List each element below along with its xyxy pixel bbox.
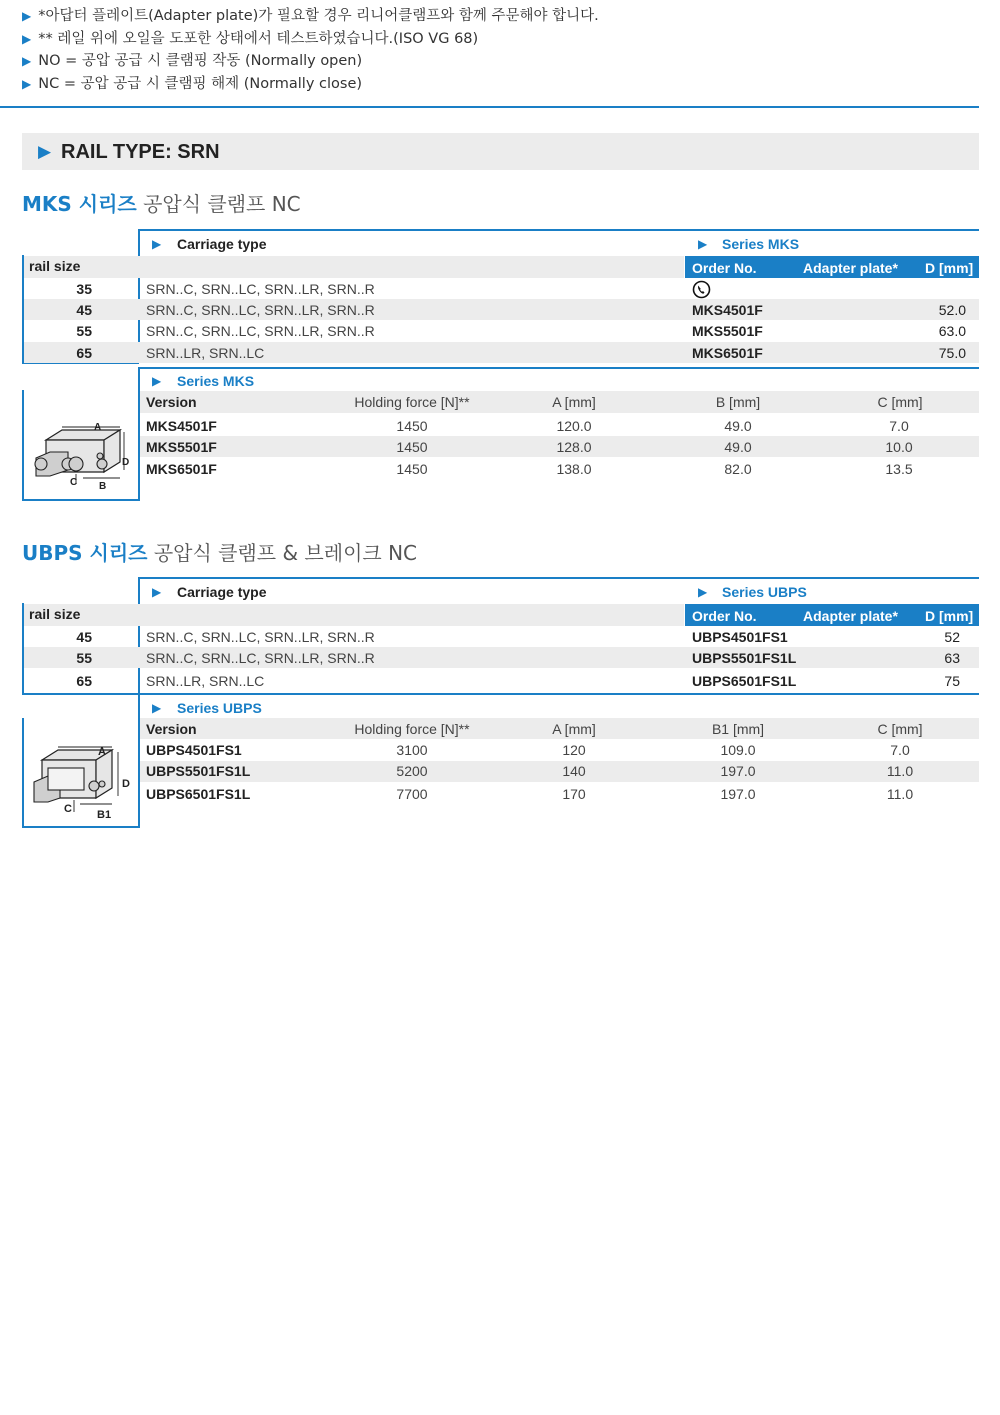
col-b1: B1 [mm] (711, 721, 765, 737)
rail-type-bar (22, 133, 979, 170)
mks-section-title: MKS 시리즈 공압식 클램프 NC (22, 192, 301, 216)
triangle-bullet-icon: ▶ (152, 374, 162, 388)
dimension-label: C (70, 477, 78, 488)
divider (139, 229, 979, 231)
triangle-bullet-icon: ▶ (22, 9, 32, 23)
header-row (24, 604, 684, 626)
note-item: ▶ NC = 공압 공급 시 클램핑 해제 (Normally close) (22, 75, 363, 92)
rail-size-header: rail size (29, 606, 81, 622)
dimension-label: D (122, 457, 130, 468)
col-version: Version (146, 721, 197, 737)
divider (22, 499, 140, 501)
dimension-label: A (98, 746, 106, 758)
header-row (24, 256, 684, 278)
notes-list (22, 5, 599, 95)
divider (139, 367, 979, 369)
spec-series-header: Series MKS (177, 373, 255, 389)
order-no-header: Order No. (692, 608, 757, 624)
triangle-bullet-icon: ▶ (22, 76, 32, 91)
triangle-bullet-icon: ▶ (38, 142, 52, 161)
triangle-bullet-icon: ▶ (698, 237, 708, 251)
dimension-label: B1 (97, 809, 112, 821)
series-header: Series UBPS (722, 584, 807, 600)
divider (0, 106, 979, 108)
ubps-section-title: UBPS 시리즈 공압식 클램프 & 브레이크 NC (22, 541, 417, 565)
divider (139, 577, 979, 579)
divider (138, 577, 140, 694)
divider (22, 693, 979, 695)
triangle-bullet-icon: ▶ (22, 54, 32, 68)
d-header: D [mm] (925, 260, 974, 276)
rail-type-heading: RAIL TYPE: SRN (61, 141, 220, 163)
note-item: ▶ *아답터 플레이트(Adapter plate)가 필요할 경우 리니어클램프와 함께 주문해야 합니다. (22, 8, 599, 24)
divider (22, 826, 140, 828)
dimension-label: B (99, 481, 107, 492)
order-no-header: Order No. (692, 260, 757, 276)
col-a: A [mm] (552, 721, 596, 737)
col-holding-force: Holding force [N]** (354, 721, 470, 737)
series-header: Series MKS (722, 236, 800, 252)
d-header: D [mm] (925, 608, 974, 624)
triangle-bullet-icon: ▶ (698, 585, 708, 599)
col-c: C [mm] (877, 721, 923, 737)
mks-clamp-diagram (28, 418, 136, 493)
ubps-clamp-diagram (28, 740, 136, 822)
divider (22, 718, 24, 827)
dimension-label: D (122, 778, 130, 790)
triangle-bullet-icon: ▶ (152, 701, 162, 715)
dimension-label: A (94, 422, 102, 433)
col-b: B [mm] (715, 394, 761, 410)
note-item: ▶ NO = 공압 공급 시 클램핑 작동 (Normally open) (22, 53, 363, 69)
carriage-type-header: Carriage type (177, 584, 267, 600)
rail-size-header: rail size (29, 258, 81, 274)
divider (138, 367, 140, 501)
triangle-bullet-icon: ▶ (152, 237, 162, 251)
col-a: A [mm] (552, 394, 596, 410)
col-holding-force: Holding force [N]** (354, 394, 470, 410)
adapter-plate-header: Adapter plate* (803, 608, 898, 624)
triangle-bullet-icon: ▶ (152, 585, 162, 599)
col-c: C [mm] (877, 394, 923, 410)
adapter-plate-header: Adapter plate* (803, 260, 898, 276)
triangle-bullet-icon: ▶ (22, 31, 32, 46)
col-version: Version (146, 394, 197, 410)
phone-icon (692, 280, 711, 299)
carriage-type-header: Carriage type (177, 236, 267, 252)
dimension-label: C (64, 803, 72, 815)
note-item: ▶ ** 레일 위에 오일을 도포한 상태에서 테스트하였습니다.(ISO VG 68) (22, 30, 479, 47)
spec-series-header: Series UBPS (177, 700, 262, 716)
divider (22, 390, 24, 501)
